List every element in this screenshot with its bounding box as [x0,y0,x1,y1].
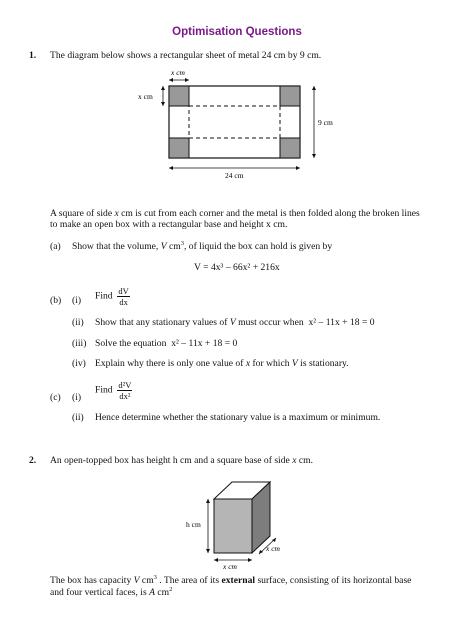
corner-square-top-left [169,86,189,106]
question-2-number: 2. [29,455,37,466]
q1c-ii-label: (ii) [72,412,84,423]
x-side-label: x cm [266,544,280,553]
corner-square-top-right [280,86,300,106]
question-2-text: An open-topped box has height h cm and a square base of side x cm. [50,455,313,466]
q2-paragraph-line-2: and four vertical faces, is A $cm^2$ [50,586,173,598]
q1-paragraph-line-1: A square of side x cm is cut from each corner and the metal is then folded along the broken lines [50,208,420,219]
question-1-number: 1. [29,50,37,61]
x-bottom-label: x cm [223,562,237,570]
question-1-intro: The diagram below shows a rectangular sheet of metal 24 cm by 9 cm. [50,50,322,61]
dv-dx-fraction: $\frac{dV}{dx}$ [118,286,129,307]
q1c-ii-text: Hence determine whether the stationary value is a maximum or minimum. [95,412,381,423]
q1c-i-text: Find $\frac{\text{d²V}}{\text{dx²}}$ [95,380,132,401]
h-label: h cm [186,520,201,529]
q1b-iv-text: Explain why there is only one value of x for which V is stationary. [95,358,349,369]
x-top-label: x cm [171,68,185,77]
q1b-label: (b) [50,295,62,306]
corner-square-bottom-left [169,138,189,158]
q1a-label: (a) [50,241,61,252]
q1a-text: Show that the volume, V $cm^3$, of liquid the box can hold is given by [72,240,333,252]
width-label: 24 cm [225,171,244,180]
q1b-i-text: Find $\frac{dV}{dx}$ [95,286,129,307]
q1b-ii-label: (ii) [72,317,84,328]
metal-sheet-diagram [130,62,350,187]
height-label: 9 cm [318,118,333,127]
q1b-iv-label: (iv) [72,358,86,369]
q2-paragraph-line-1: The box has capacity V $cm^3$ . The area of its external surface, consisting of its horizontal base [50,574,412,586]
q1c-label: (c) [50,392,61,403]
q1-paragraph-line-2: to make an open box with a rectangular base and height x cm. [50,219,288,230]
open-box-diagram [180,475,300,570]
box-front-face [214,499,252,553]
q1c-i-label: (i) [72,392,82,403]
q1b-iii-label: (iii) [72,338,87,349]
d2v-dx2-fraction: $\frac{\text{d²V}}{\text{dx²}}$ [118,380,132,401]
q1a-volume-formula: V = 4x³ – 66x² + 216x [194,262,280,273]
x-left-label: x cm [138,92,153,101]
corner-square-bottom-right [280,138,300,158]
q1b-iii-text: Solve the equation x² – 11x + 18 = 0 [95,338,238,349]
q1b-ii-text: Show that any stationary values of V must occur when x² – 11x + 18 = 0 [95,317,375,328]
q1b-i-label: (i) [72,295,82,306]
page-title: Optimisation Questions [172,26,302,38]
